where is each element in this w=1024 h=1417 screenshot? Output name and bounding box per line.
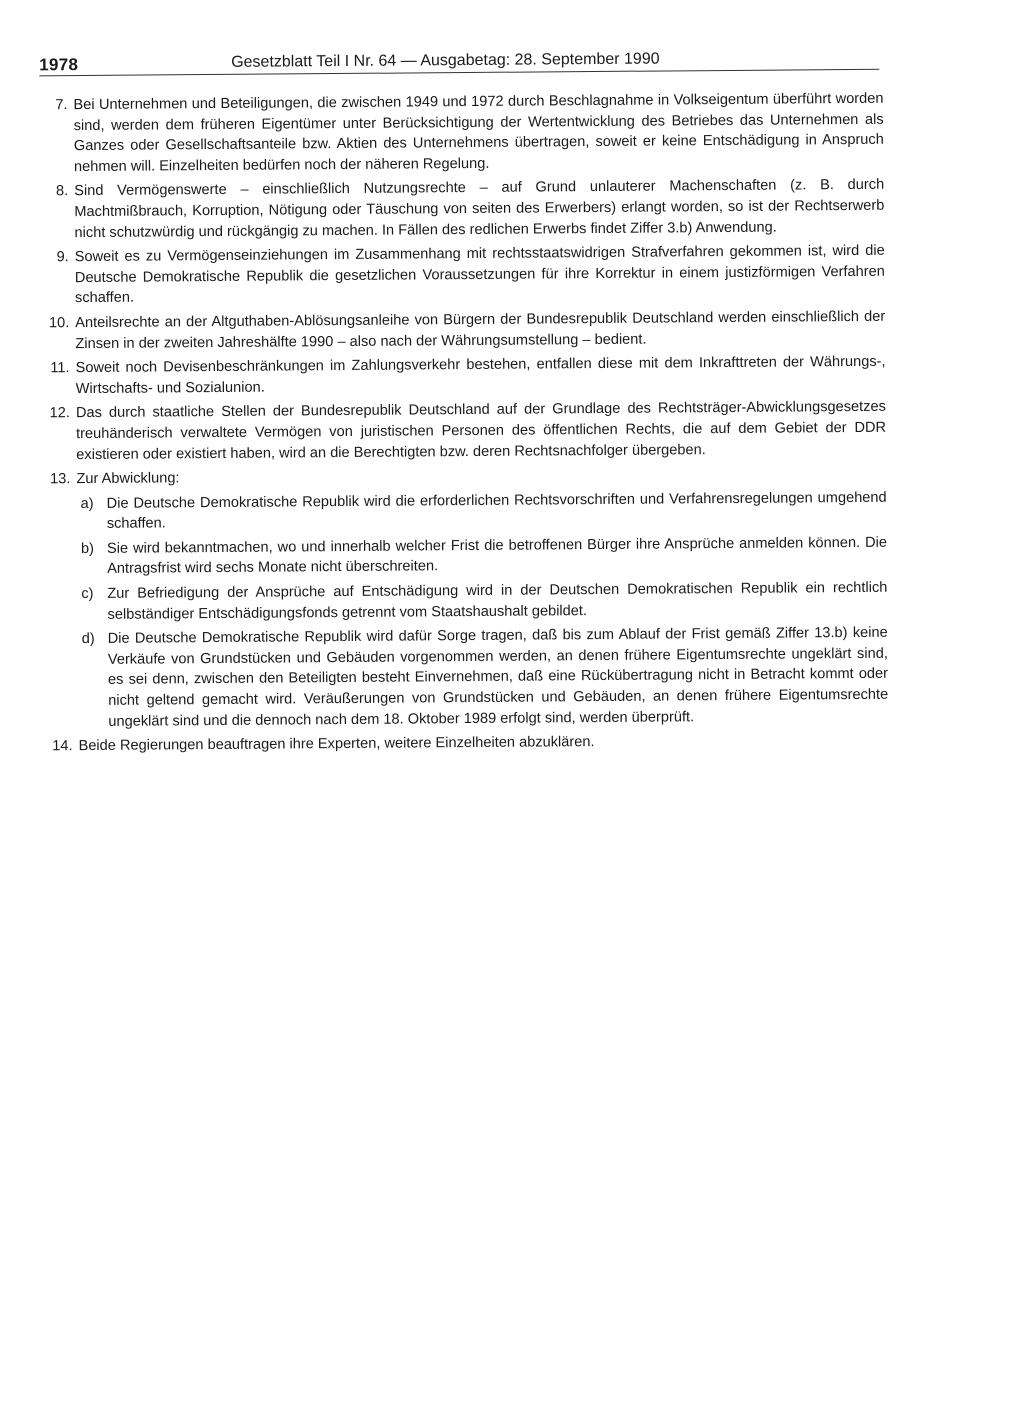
header-title: Gesetzblatt Teil I Nr. 64 — Ausgabetag: 28. September 1990 <box>231 50 660 71</box>
sub-list-item <box>77 578 887 626</box>
item-text: Soweit noch Devisenbeschränkungen im Zahlungsverkehr bestehen, entfallen diese mit dem Inkrafttreten der Währungs-, Wirtschafts- und Sozialunion. <box>75 353 886 397</box>
item-number: 10. <box>48 315 70 332</box>
item-text: Beide Regierungen beauftragen ihre Experten, weitere Einzelheiten abzuklären. <box>78 734 595 755</box>
sub-list-item <box>78 623 889 732</box>
sub-item-text: Die Deutsche Demokratische Republik wird dafür Sorge tragen, daß bis zum Ablauf der Frist gemäß Ziffer 13.b) keine Verkäufe von Grundstücken und Gebäuden vorgenommen werden, an denen frühere Eigentumsrechte ungeklärt sind, es sei denn, zwischen den Beteiligten besteht Einvernehmen, daß eine Rückübertragung nicht in Betracht kommt oder nicht geltend gemacht wird. Veräußerungen von Grundstücken und Gebäuden, an denen frühere Eigentumsrechte ungeklärt sind und die dennoch nach dem 18. Oktober 1989 erfolgt sind, werden überprüft. <box>107 624 889 730</box>
sub-list-item <box>77 487 887 535</box>
list-item <box>44 352 886 400</box>
page-number: 1978 <box>39 55 79 75</box>
item-number: 12. <box>49 405 70 422</box>
item-number: 11. <box>50 360 70 377</box>
sub-item-letter: c) <box>81 586 94 603</box>
item-text: Anteilsrechte an der Altguthaben-Ablösungsanleihe von Bürgern der Bundesrepublik Deutschland werden einschließlich der Zinsen in der zweiten Jahreshälfte 1990 – also nach der Währungsumstellung – bedient. <box>75 308 886 352</box>
sub-item-letter: d) <box>81 631 95 648</box>
item-number: 14. <box>52 738 73 755</box>
sub-item-text: Sie wird bekanntmachen, wo und innerhalb welcher Frist die betroffenen Bürger ihre Ansprüche anmelden können. Die Antragsfrist wird sechs Monate nicht überschreiten. <box>106 534 888 578</box>
item-number: 13. <box>50 471 71 488</box>
item-text: Sind Vermögenswerte – einschließlich Nutzungsrechte – auf Grund unlauterer Machenschaften (z. B. durch Machtmißbrauch, Korruption, Nötigung oder Täuschung von seiten des Erwerbers) erlangt worden, so ist der Rechtserwerb nicht schutzwürdig und rückgängig zu machen. In Fällen des redlichen Erwerbs findet Ziffer 3.b) Anwendung. <box>74 177 885 241</box>
item-text: Soweit es zu Vermögenseinziehungen im Zusammenhang mit rechtsstaatswidrigen Strafverfahren gekommen ist, wird die Deutsche Demokratische Republik die gesetzlichen Voraussetzungen für ihre Korrektur in einem justizförmigen Verfahren schaffen. <box>74 242 885 307</box>
page-header <box>39 49 879 78</box>
sub-item-letter: b) <box>80 540 95 557</box>
list-item <box>43 241 885 309</box>
item-text: Das durch staatliche Stellen der Bundesrepublik Deutschland auf der Grundlage des Rechtsträger-Abwicklungsgesetzes treuhänderisch verwaltete Vermögen von juristischen Personen des öffentlichen Rechts, die auf dem Gebiet der DDR existieren oder existiert haben, wird an die Berechtigten bzw. deren Rechtsnachfolger übergeben. <box>75 399 887 463</box>
sub-item-text: Zur Befriedigung der Ansprüche auf Entschädigung wird in der Deutschen Demokratischen Republik ein rechtlich selbständiger Entschädigungsfonds getrennt vom Staatshaushalt gebildet. <box>107 579 888 623</box>
sub-item-text: Die Deutsche Demokratische Republik wird die erforderlichen Rechtsvorschriften und Verfahrensregelungen umgehend schaffen. <box>106 489 887 533</box>
list-item <box>46 730 888 757</box>
sub-item-letter: a) <box>80 495 94 512</box>
item-text: Zur Abwicklung: <box>76 470 180 488</box>
item-text: Bei Unternehmen und Beteiligungen, die zwischen 1949 und 1972 durch Beschlagnahme in Volkseigentum überführt worden sind, werden dem früheren Eigentümer unter Berücksichtigung der Wertentwicklung des Betriebes das Unternehmen als Ganzes oder Gesellschaftsanteile bzw. Aktien des Unternehmens übertragen, soweit er keine Entschädigung in Anspruch nehmen will. Einzelheiten bedürfen noch der näheren Regelung. <box>73 90 884 175</box>
item-number: 7. <box>55 97 68 114</box>
list-item <box>42 175 884 243</box>
item-number: 9. <box>56 249 69 266</box>
list-item <box>44 397 886 465</box>
sub-list-item <box>77 533 887 581</box>
list-item-abwicklung <box>44 463 888 733</box>
list-item <box>43 307 885 355</box>
list-item <box>41 89 884 178</box>
item-number: 8. <box>55 183 69 200</box>
sub-list <box>77 487 889 732</box>
document-body <box>41 89 888 761</box>
